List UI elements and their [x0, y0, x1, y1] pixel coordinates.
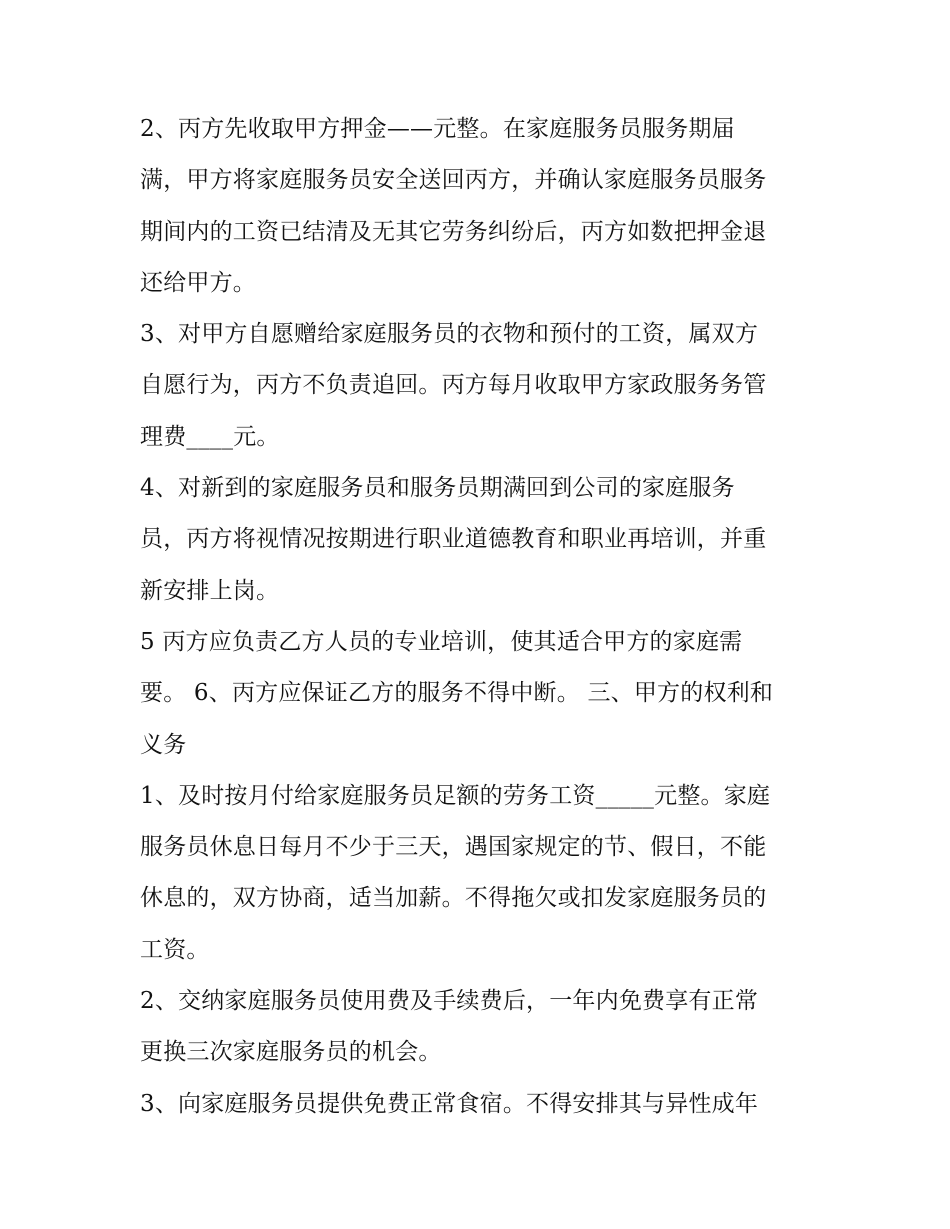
text-line: 工资。	[140, 936, 210, 963]
text-line: 自愿行为，丙方不负责追回。丙方每月收取甲方家政服务务管	[140, 372, 767, 399]
text-line: 理费____元。	[140, 423, 280, 450]
text-line: 3、对甲方自愿赠给家庭服务员的衣物和预付的工资，属双方	[140, 321, 759, 348]
document-body	[140, 104, 812, 1130]
text-line: 更换三次家庭服务员的机会。	[140, 1039, 442, 1066]
text-line: 还给甲方。	[140, 269, 256, 296]
text-line: 满，甲方将家庭服务员安全送回丙方，并确认家庭服务员服务	[140, 167, 767, 194]
text-line: 休息的，双方协商，适当加薪。不得拖欠或扣发家庭服务员的	[140, 885, 767, 912]
text-line: 1、及时按月付给家庭服务员足额的劳务工资_____元整。家庭	[140, 782, 771, 809]
text-line: 员，丙方将视情况按期进行职业道德教育和职业再培训，并重	[140, 526, 767, 553]
text-line: 2、交纳家庭服务员使用费及手续费后，一年内免费享有正常	[140, 988, 759, 1015]
text-line: 期间内的工资已结清及无其它劳务纠纷后，丙方如数把押金退	[140, 218, 767, 245]
text-line: 3、向家庭服务员提供免费正常食宿。不得安排其与异性成年	[140, 1090, 759, 1117]
text-line: 2、丙方先收取甲方押金——元整。在家庭服务员服务期届	[140, 116, 735, 142]
text-line: 要。 6、丙方应保证乙方的服务不得中断。 三、甲方的权利和	[140, 680, 774, 707]
text-line: 5 丙方应负责乙方人员的专业培训，使其适合甲方的家庭需	[140, 628, 743, 655]
text-line: 4、对新到的家庭服务员和服务员期满回到公司的家庭服务	[140, 475, 735, 502]
text-line: 义务	[140, 731, 187, 758]
text-line: 新安排上岗。	[140, 577, 280, 604]
text-line: 服务员休息日每月不少于三天，遇国家规定的节、假日，不能	[140, 834, 767, 861]
